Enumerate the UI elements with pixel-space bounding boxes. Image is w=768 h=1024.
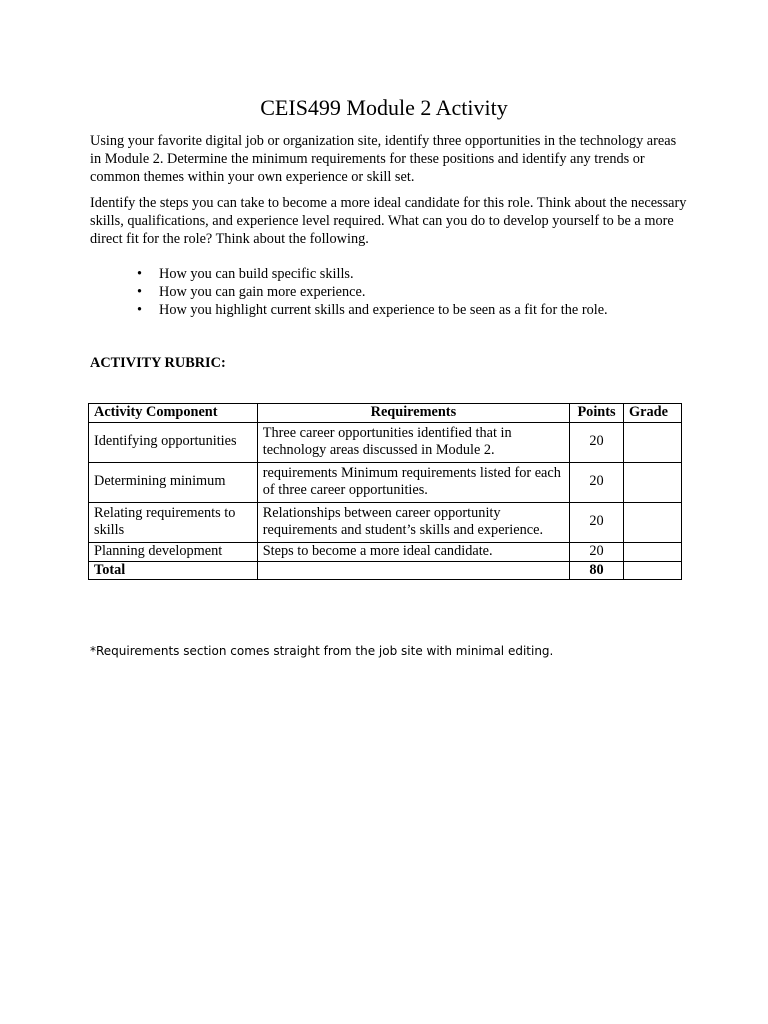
cell-component: Planning development [89,542,258,561]
table-row [89,422,682,462]
bullet-text: How you can gain more experience. [159,284,366,300]
cell-grade [624,502,682,542]
cell-requirements: Three career opportunities identified that in technology areas discussed in Module 2. [257,422,569,462]
table-row [89,462,682,502]
header-points: Points [570,404,624,423]
cell-component: Identifying opportunities [89,422,258,462]
table-header-row [89,404,682,423]
header-requirements: Requirements [257,404,569,423]
cell-total-requirements [257,561,569,580]
cell-requirements: Steps to become a more ideal candidate. [257,542,569,561]
list-item [90,283,690,301]
cell-component: Determining minimum [89,462,258,502]
page-title: CEIS499 Module 2 Activity [260,95,508,120]
list-item [90,265,690,283]
rubric-table [88,403,682,580]
bullet-icon: • [137,266,143,282]
bullet-icon: • [137,284,143,300]
cell-requirements: requirements Minimum requirements listed for each of three career opportunities. [257,462,569,502]
cell-points: 20 [570,502,624,542]
cell-grade [624,542,682,561]
rubric-heading: ACTIVITY RUBRIC: [90,355,226,371]
bullet-text: How you highlight current skills and experience to be seen as a fit for the role. [159,302,608,318]
instructions-paragraph: Identify the steps you can take to become a more ideal candidate for this role. Think about the necessary skills, qualifications, and experience level required. What can you do to develop yourself to be a more direct fit for the role? Think about the following. [90,195,687,247]
intro-paragraph: Using your favorite digital job or organization site, identify three opportunities in the technology areas in Module 2. Determine the minimum requirements for these positions and identify any trends or common themes within your own experience or skill set. [90,133,677,185]
cell-grade [624,422,682,462]
cell-points: 20 [570,542,624,561]
bullet-icon: • [137,302,143,318]
cell-points: 20 [570,462,624,502]
cell-total-grade [624,561,682,580]
cell-total-points: 80 [570,561,624,580]
cell-component: Relating requirements to skills [89,502,258,542]
bullet-list [90,265,690,319]
table-row [89,502,682,542]
cell-total-label: Total [89,561,258,580]
header-activity-component: Activity Component [89,404,258,423]
cell-grade [624,462,682,502]
footnote: *Requirements section comes straight from the job site with minimal editing. [90,644,554,658]
cell-requirements: Relationships between career opportunity requirements and student’s skills and experience. [257,502,569,542]
cell-points: 20 [570,422,624,462]
list-item [90,301,690,319]
table-row [89,542,682,561]
table-total-row [89,561,682,580]
header-grade: Grade [624,404,682,423]
bullet-text: How you can build specific skills. [159,266,354,282]
